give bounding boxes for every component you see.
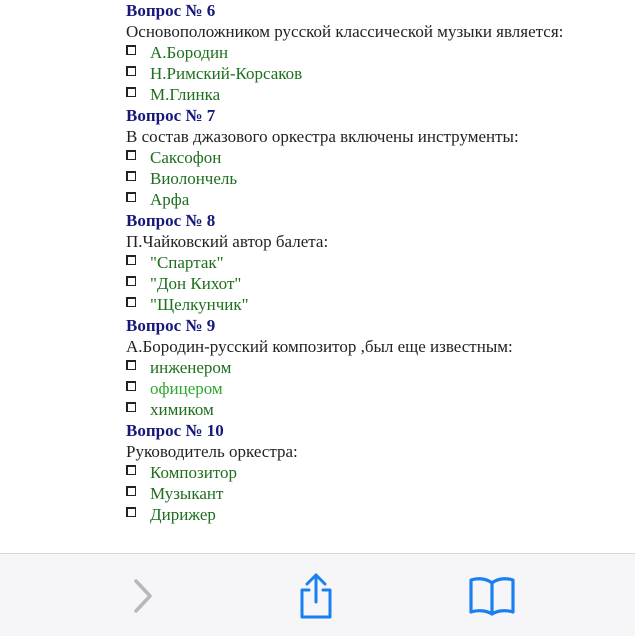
quiz-content: [126, 0, 626, 525]
answer-label: М.Глинка: [150, 85, 221, 104]
answer-option[interactable]: [126, 273, 626, 294]
question-text: Руководитель оркестра:: [126, 442, 298, 461]
answer-label: офицером: [150, 379, 223, 398]
browser-toolbar: [0, 553, 635, 636]
question-6: [126, 0, 626, 105]
answer-label: А.Бородин: [150, 43, 229, 62]
answer-label: Композитор: [150, 463, 238, 482]
answer-option[interactable]: [126, 378, 626, 399]
checkbox-icon[interactable]: [126, 255, 136, 265]
answer-option[interactable]: [126, 252, 626, 273]
answer-option[interactable]: [126, 168, 626, 189]
checkbox-icon[interactable]: [126, 87, 136, 97]
checkbox-icon[interactable]: [126, 171, 136, 181]
answer-option[interactable]: [126, 462, 626, 483]
answer-label: "Дон Кихот": [150, 274, 242, 293]
chevron-right-icon: [127, 576, 157, 616]
share-icon: [294, 572, 338, 620]
book-icon: [466, 574, 518, 618]
answer-option[interactable]: [126, 294, 626, 315]
answer-label: "Щелкунчик": [150, 295, 249, 314]
question-text: В состав джазового оркестра включены инструменты:: [126, 127, 519, 146]
checkbox-icon[interactable]: [126, 192, 136, 202]
question-10: [126, 420, 626, 525]
question-text: П.Чайковский автор балета:: [126, 232, 329, 251]
checkbox-icon[interactable]: [126, 402, 136, 412]
answer-label: Дирижер: [150, 505, 216, 524]
checkbox-icon[interactable]: [126, 381, 136, 391]
answer-label: химиком: [150, 400, 214, 419]
answer-option[interactable]: [126, 84, 626, 105]
question-title: Вопрос № 10: [126, 421, 224, 440]
answer-label: "Спартак": [150, 253, 224, 272]
answer-option[interactable]: [126, 357, 626, 378]
question-8: [126, 210, 626, 315]
question-title: Вопрос № 8: [126, 211, 216, 230]
checkbox-icon[interactable]: [126, 486, 136, 496]
question-title: Вопрос № 6: [126, 1, 216, 20]
share-button[interactable]: [286, 574, 346, 618]
checkbox-icon[interactable]: [126, 66, 136, 76]
answer-option[interactable]: [126, 189, 626, 210]
question-9: [126, 315, 626, 420]
forward-button[interactable]: [112, 574, 172, 618]
answer-option[interactable]: [126, 63, 626, 84]
answer-label: Арфа: [150, 190, 190, 209]
answer-option[interactable]: [126, 399, 626, 420]
answer-label: Музыкант: [150, 484, 224, 503]
answer-option[interactable]: [126, 504, 626, 525]
checkbox-icon[interactable]: [126, 465, 136, 475]
answer-label: инженером: [150, 358, 232, 377]
answer-label: Саксофон: [150, 148, 222, 167]
question-text: Основоположником русской классической музыки является:: [126, 22, 564, 41]
checkbox-icon[interactable]: [126, 45, 136, 55]
answer-label: Н.Римский-Корсаков: [150, 64, 303, 83]
bookmarks-button[interactable]: [462, 574, 522, 618]
answer-label: Виолончель: [150, 169, 238, 188]
question-text: А.Бородин-русский композитор ,был еще известным:: [126, 337, 513, 356]
question-title: Вопрос № 7: [126, 106, 216, 125]
answer-option[interactable]: [126, 42, 626, 63]
answer-option[interactable]: [126, 147, 626, 168]
checkbox-icon[interactable]: [126, 150, 136, 160]
checkbox-icon[interactable]: [126, 297, 136, 307]
question-7: [126, 105, 626, 210]
checkbox-icon[interactable]: [126, 276, 136, 286]
answer-option[interactable]: [126, 483, 626, 504]
checkbox-icon[interactable]: [126, 360, 136, 370]
checkbox-icon[interactable]: [126, 507, 136, 517]
question-title: Вопрос № 9: [126, 316, 216, 335]
